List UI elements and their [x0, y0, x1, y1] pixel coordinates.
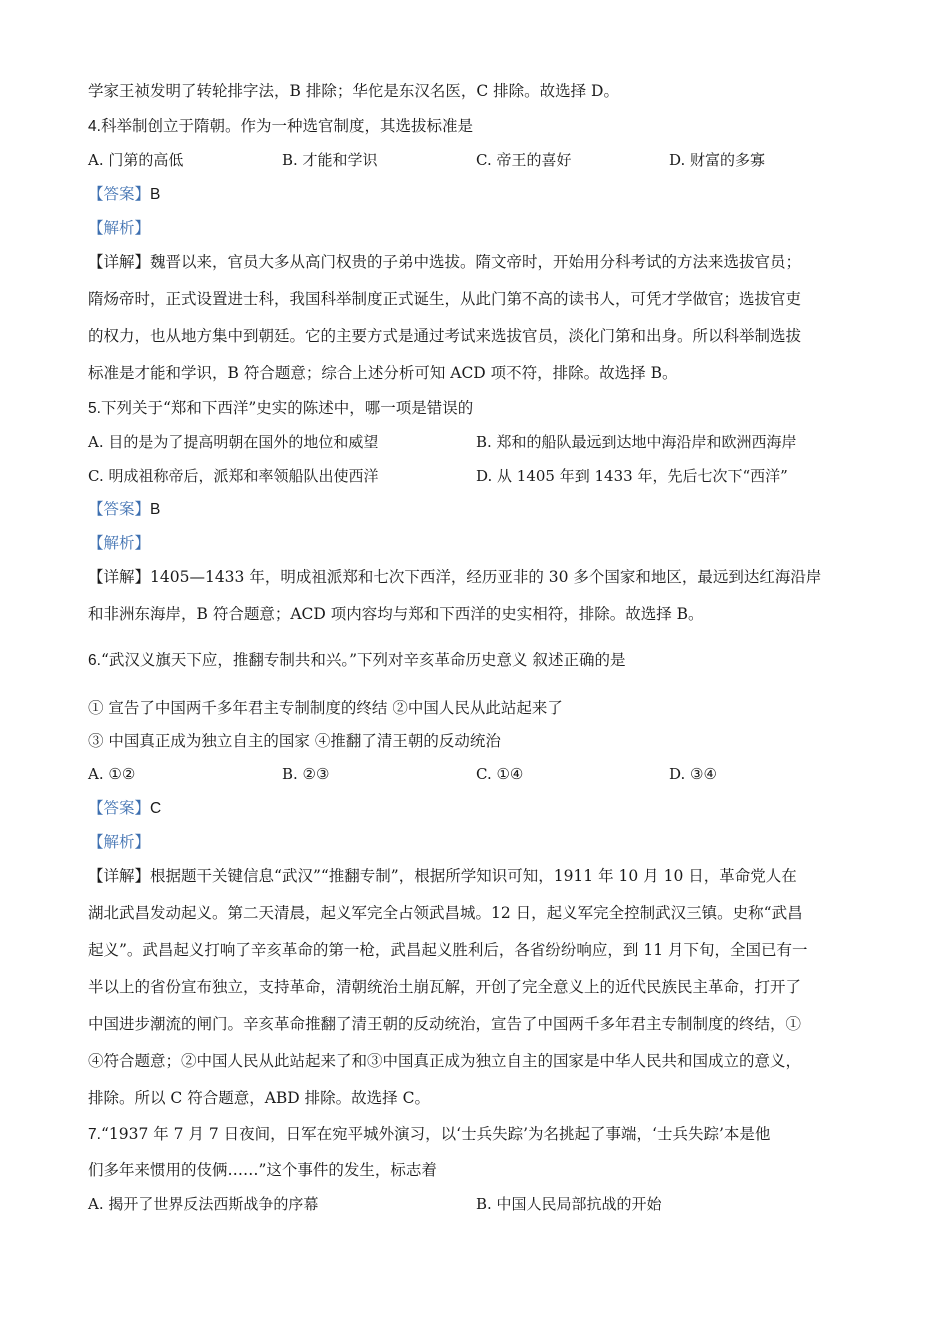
question-number: 5.: [88, 400, 101, 417]
question-5-stem: [88, 398, 473, 419]
q4-answer: [88, 184, 160, 205]
q5-detail-line-1: [88, 567, 821, 587]
q6-detail-line-7: 排除。所以 C 符合题意，ABD 排除。故选择 C。: [88, 1089, 430, 1107]
detail-text: 根据题干关键信息“武汉”“推翻专制”，根据所学知识可知，1911 年 10 月 10 日，革命党人在: [150, 867, 797, 885]
q5-answer: [88, 499, 160, 520]
q4-detail-line-3: 的权力，也从地方集中到朝廷。它的主要方式是通过考试来选拔官员，淡化门第和出身。所以科举制选拔: [88, 327, 802, 345]
question-7-stem-line-2: 们多年来惯用的伎俩……”这个事件的发生，标志着: [88, 1161, 437, 1179]
q6-statement-line-2: ③ 中国真正成为独立自主的国家 ④推翻了清王朝的反动统治: [88, 732, 501, 750]
q4-option-a: A. 门第的高低: [88, 151, 184, 169]
detail-tag: 【详解】: [88, 253, 151, 271]
question-4-stem: [88, 116, 473, 137]
question-text: “武汉义旗天下应，推翻专制共和兴。”下列对辛亥革命历史意义 叙述正确的是: [100, 651, 626, 669]
q6-detail-line-1: [88, 866, 797, 886]
q5-analysis-tag: 【解析】: [88, 534, 151, 552]
q5-detail-line-2: 和非洲东海岸，B 符合题意；ACD 项内容均与郑和下西洋的史实相符，排除。故选择 B。: [88, 605, 704, 623]
q6-detail-line-5: 中国进步潮流的闸门。辛亥革命推翻了清王朝的反动统治，宣告了中国两千多年君主专制制度的终结，①: [88, 1015, 802, 1033]
q6-option-d: D. ③④: [669, 765, 717, 783]
question-text: 下列关于“郑和下西洋”史实的陈述中，哪一项是错误的: [100, 399, 474, 417]
question-number: 4.: [88, 118, 101, 135]
q4-detail-line-2: 隋炀帝时，正式设置进士科，我国科举制度正式诞生，从此门第不高的读书人，可凭才学做官；选拔官吏: [88, 290, 802, 308]
q6-option-a: A. ①②: [88, 765, 136, 783]
answer-tag: 【答案】: [88, 799, 151, 817]
detail-tag: 【详解】: [88, 568, 151, 586]
question-6-stem: [88, 650, 625, 671]
question-7-stem-line-1: [88, 1124, 770, 1145]
q7-option-a: A. 揭开了世界反法西斯战争的序幕: [88, 1195, 319, 1213]
q4-option-d: D. 财富的多寡: [669, 151, 766, 169]
question-number: 6.: [88, 652, 101, 669]
question-text: “1937 年 7 月 7 日夜间，日军在宛平城外演习，以‘士兵失踪’为名挑起了事端，‘士兵失踪’本是他: [100, 1125, 771, 1143]
q6-detail-line-3: 起义”。武昌起义打响了辛亥革命的第一枪，武昌起义胜利后，各省纷纷响应，到 11 月下旬，全国已有一: [88, 941, 808, 959]
q6-detail-line-2: 湖北武昌发动起义。第二天清晨，起义军完全占领武昌城。12 日，起义军完全控制武汉三镇。史称“武昌: [88, 904, 803, 922]
answer-value: B: [150, 186, 161, 203]
q5-option-c: C. 明成祖称帝后，派郑和率领船队出使西洋: [88, 467, 379, 485]
q4-option-c: C. 帝王的喜好: [476, 151, 572, 169]
q7-option-b: B. 中国人民局部抗战的开始: [476, 1195, 662, 1213]
q6-answer: [88, 798, 161, 819]
q6-detail-line-6: ④符合题意；②中国人民从此站起来了和③中国真正成为独立自主的国家是中华人民共和国成立的意义，: [88, 1052, 802, 1070]
answer-tag: 【答案】: [88, 185, 151, 203]
q4-detail-line-1: [88, 252, 801, 272]
q3-explanation-tail: 学家王祯发明了转轮排字法，B 排除；华佗是东汉名医，C 排除。故选择 D。: [88, 82, 619, 100]
detail-tag: 【详解】: [88, 867, 151, 885]
q6-detail-line-4: 半以上的省份宣布独立，支持革命，清朝统治土崩瓦解，开创了完全意义上的近代民族民主革命，打开了: [88, 978, 802, 996]
q6-option-c: C. ①④: [476, 765, 524, 783]
q4-analysis-tag: 【解析】: [88, 219, 151, 237]
q6-statement-line-1: ① 宣告了中国两千多年君主专制制度的终结 ②中国人民从此站起来了: [88, 699, 563, 717]
q5-option-b: B. 郑和的船队最远到达地中海沿岸和欧洲西海岸: [476, 433, 797, 451]
q5-option-a: A. 目的是为了提高明朝在国外的地位和威望: [88, 433, 379, 451]
detail-text: 魏晋以来，官员大多从高门权贵的子弟中选拔。隋文帝时，开始用分科考试的方法来选拔官员；: [150, 253, 802, 271]
answer-value: C: [150, 800, 162, 817]
detail-text: 1405—1433 年，明成祖派郑和七次下西洋，经历亚非的 30 多个国家和地区，最远到达红海沿岸: [150, 568, 822, 586]
q4-detail-line-4: 标准是才能和学识，B 符合题意；综合上述分析可知 ACD 项不符，排除。故选择 B。: [88, 364, 678, 382]
answer-value: B: [150, 501, 161, 518]
q6-analysis-tag: 【解析】: [88, 833, 151, 851]
question-text: 科举制创立于隋朝。作为一种选官制度，其选拔标准是: [100, 117, 473, 135]
answer-tag: 【答案】: [88, 500, 151, 518]
question-number: 7.: [88, 1126, 101, 1143]
q5-option-d: D. 从 1405 年到 1433 年，先后七次下“西洋”: [476, 467, 788, 485]
q6-option-b: B. ②③: [282, 765, 330, 783]
q4-option-b: B. 才能和学识: [282, 151, 378, 169]
